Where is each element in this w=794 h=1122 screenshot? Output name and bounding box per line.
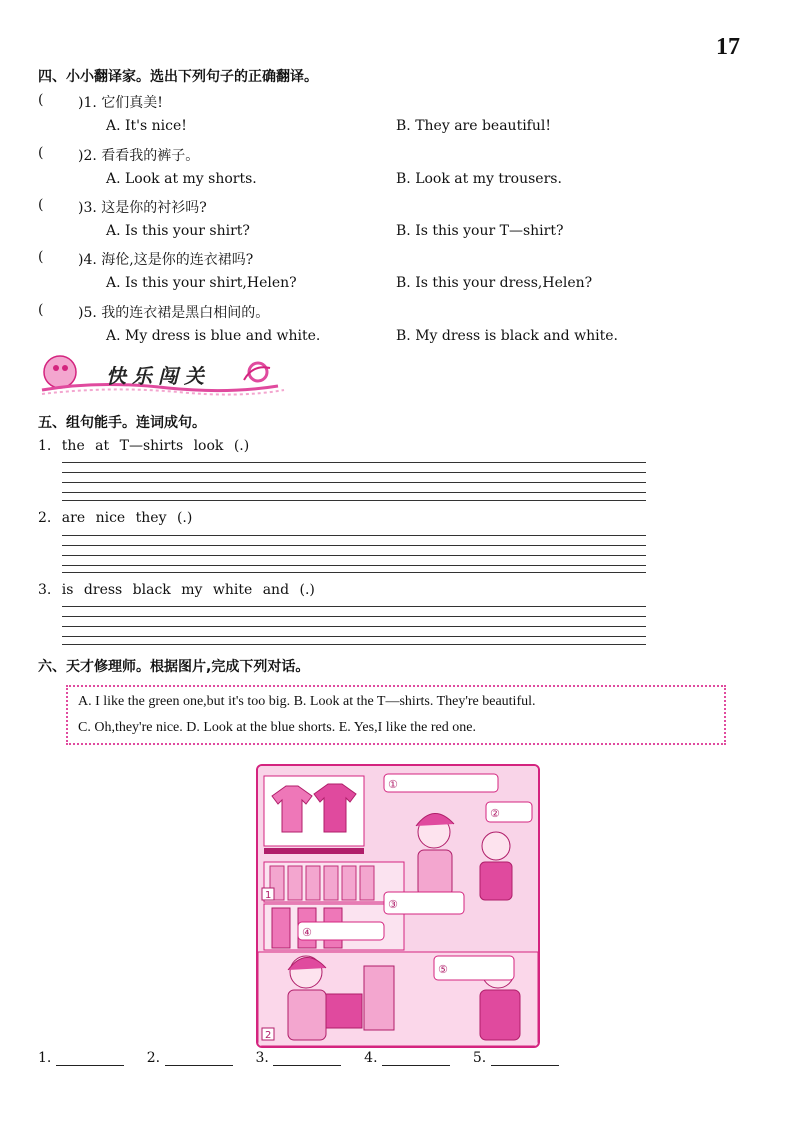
options-box [66,685,726,745]
writing-line[interactable] [62,606,646,607]
answer-paren[interactable]: ( [38,92,44,108]
scene-label-2: 2 [265,1030,272,1041]
option-a-5: A. My dress is blue and white. [106,328,321,344]
bubble-number-1: ① [388,778,398,791]
answer-label-5: 5. [472,1050,487,1066]
answer-label-1: 1. [38,1050,52,1066]
banner-title: 快乐闯关 [106,364,210,388]
question-3: )3. 这是你的衬衫吗? [78,200,207,216]
answer-label-3: 3. [255,1050,269,1066]
bubble-number-4: ④ [302,926,312,939]
dialogue-illustration [256,764,540,1048]
bubble-number-5: ⑤ [438,963,448,976]
answer-paren[interactable]: ( [38,145,44,161]
question-1: )1. 它们真美! [78,95,163,111]
bubble-number-3: ③ [388,898,398,911]
options-line-1: A. I like the green one,but it's too big. B. Look at the T—shirts. They're beautiful. [78,694,536,709]
answer-blank-5[interactable] [491,1051,559,1066]
word-order-2: 2. are nice they (.) [38,510,193,526]
option-a-1: A. It's nice! [106,118,187,134]
option-b-5: B. My dress is black and white. [396,328,618,344]
question-5: )5. 我的连衣裙是黑白相间的。 [78,305,270,321]
writing-line [62,565,646,566]
answer-paren[interactable]: ( [38,302,44,318]
bubble-number-2: ② [490,807,500,820]
writing-line [62,555,646,556]
answer-blank-2[interactable] [165,1051,233,1066]
answer-row [38,1050,559,1066]
writing-line [62,636,646,637]
scene-label-1: 1 [265,890,272,901]
answer-paren[interactable]: ( [38,197,44,213]
writing-line[interactable] [62,462,646,463]
option-b-1: B. They are beautiful! [396,118,551,134]
writing-line [62,616,646,617]
section5-title: 五、组句能手。连词成句。 [38,415,206,431]
answer-label-4: 4. [364,1050,378,1066]
answer-blank-4[interactable] [382,1051,450,1066]
writing-line[interactable] [62,535,646,536]
section4-title: 四、小小翻译家。选出下列句子的正确翻译。 [38,69,318,85]
answer-label-2: 2. [146,1050,161,1066]
writing-line [62,626,646,627]
option-a-2: A. Look at my shorts. [106,171,257,187]
banner [38,350,288,400]
question-4: )4. 海伦,这是你的连衣裙吗? [78,252,254,268]
writing-line [62,644,646,645]
word-order-1: 1. the at T—shirts look (.) [38,438,250,454]
option-b-4: B. Is this your dress,Helen? [396,275,593,291]
clothing-shop-picture [258,766,538,1046]
writing-line [62,572,646,573]
writing-line [62,545,646,546]
option-a-4: A. Is this your shirt,Helen? [106,275,297,291]
answer-paren[interactable]: ( [38,249,44,265]
option-b-2: B. Look at my trousers. [396,171,562,187]
page-number: 17 [716,34,740,60]
writing-line [62,492,646,493]
question-2: )2. 看看我的裤子。 [78,148,200,164]
writing-line [62,472,646,473]
option-b-3: B. Is this your T—shirt? [396,223,564,239]
answer-blank-3[interactable] [273,1051,341,1066]
writing-line [62,482,646,483]
section6-title: 六、天才修理师。根据图片,完成下列对话。 [38,659,310,675]
answer-blank-1[interactable] [56,1051,124,1066]
word-order-3: 3. is dress black my white and (.) [38,582,315,598]
options-line-2: C. Oh,they're nice. D. Look at the blue shorts. E. Yes,I like the red one. [78,720,476,735]
option-a-3: A. Is this your shirt? [106,223,250,239]
writing-line [62,500,646,501]
